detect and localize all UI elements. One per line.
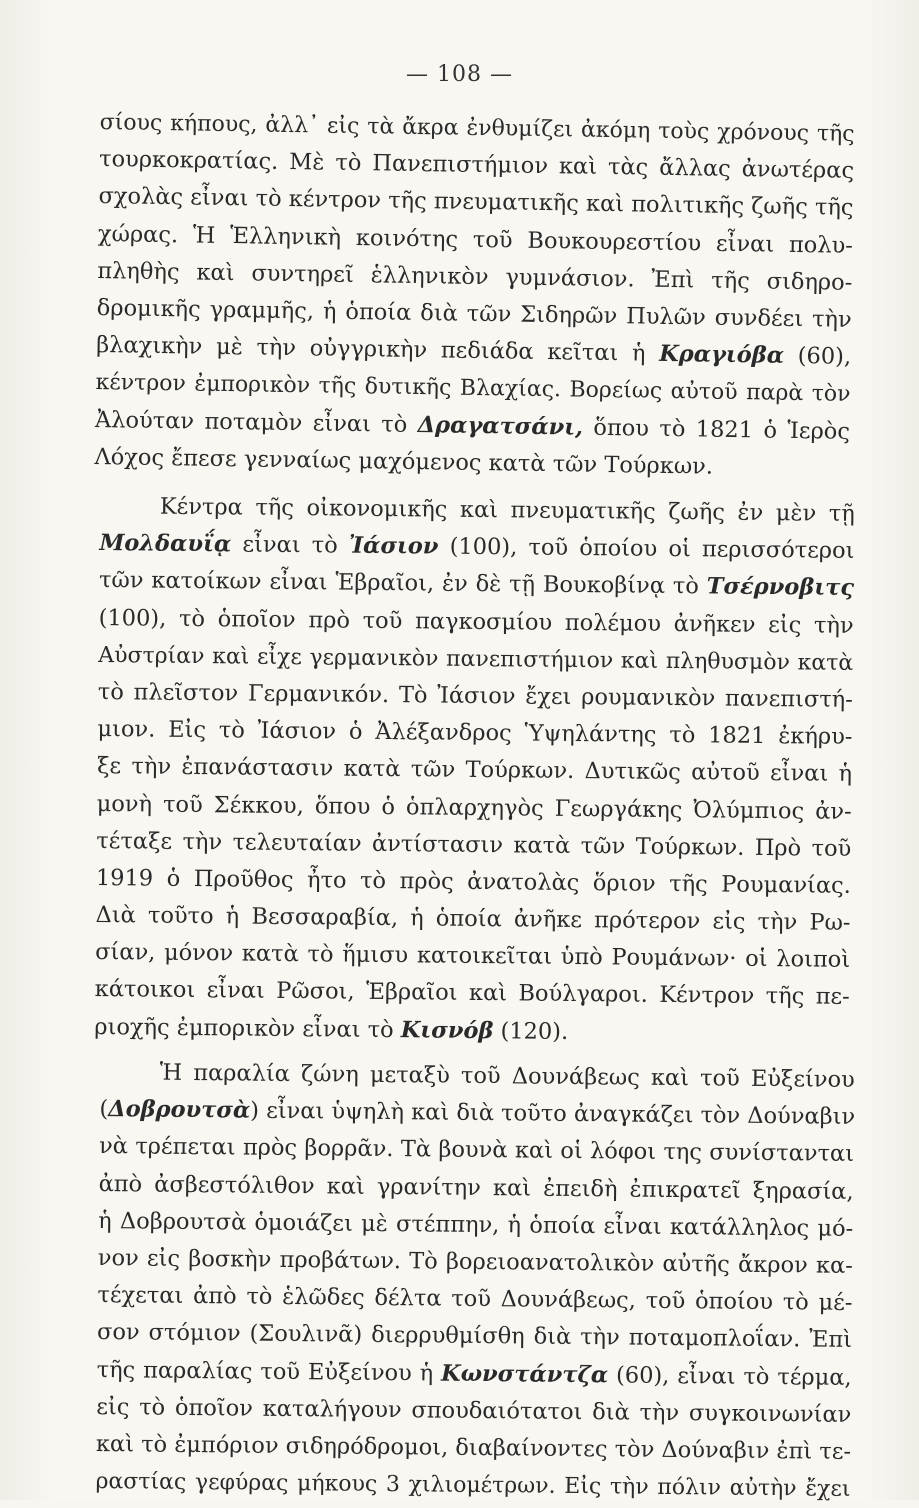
paragraph: [94, 488, 855, 1054]
text-line: σίαν, μόνον κατὰ τὸ ἥμισυ κατοικεῖται ὑπὸ Ρουμάνων· οἱ λοιποὶ: [95, 939, 851, 974]
text-segment: (120).: [493, 1017, 569, 1045]
text-line: μιον. Εἰς τὸ Ἰάσιον ὁ Ἀλέξανδρος Ὑψηλάντης τὸ 1821 ἐκήρυ-: [97, 715, 853, 750]
text-line: 1919 ὁ Προῦθος ἦτο τὸ πρὸς ἀνατολὰς ὅριον τῆς Ρουμανίας.: [95, 864, 852, 899]
text-line: νὰ τρέπεται πρὸς βορρᾶν. Τὰ βουνὰ καὶ οἱ λόφοι της συνίστανται: [98, 1133, 855, 1167]
text-segment: ριοχῆς ἐμπορικὸν εἶναι τὸ: [94, 1013, 401, 1043]
text-line: ραστίας γεφύρας μήκους 3 χιλιομέτρων. Εἰς τὴν πόλιν αὐτὴν ἔχει: [95, 1468, 851, 1502]
text-line: σχολὰς εἶναι τὸ κέντρον τῆς πνευματικῆς καὶ πολιτικῆς ζωῆς τῆς: [98, 183, 854, 222]
place-name-bold: Κισνόβ: [400, 1016, 494, 1044]
paragraph: [94, 104, 855, 488]
text-line: σον στόμιον (Σουλινᾶ) διερρυθμίσθη διὰ τὴν ποταμοπλοΐαν. Ἐπὶ: [96, 1318, 853, 1353]
text-line: ἀπὸ ἀσβεστόλιθον καὶ γρανίτην καὶ ἐπειδὴ ἐπικρατεῖ ξηρασία,: [98, 1170, 854, 1205]
text-line: ἡ Δοβρουτσὰ ὁμοιάζει μὲ στέππην, ἡ ὁποία εἶναι κατάλληλος μό-: [98, 1207, 854, 1242]
text-line: τουρκοκρατίας. Μὲ τὸ Πανεπιστήμιον καὶ τὰς ἄλλας ἀνωτέρας: [98, 146, 855, 185]
place-name-bold: Δραγατσάνι,: [417, 411, 584, 441]
text-line: δρομικῆς γραμμῆς, ἡ ὁποία διὰ τῶν Σιδηρῶν Πυλῶν συνδέει τὴν: [96, 294, 852, 333]
text-segment: τῶν κατοίκων εἶναι Ἑβραῖοι, ἐν δὲ τῇ Βουκοβίνᾳ τὸ: [98, 567, 707, 600]
text-line: σίους κήπους, ἀλλ᾽ εἰς τὰ ἄκρα ἐνθυμίζει ἀκόμη τοὺς χρόνους τῆς: [99, 109, 855, 147]
text-line: Αὐστρίαν καὶ εἶχε γερμανικὸν πανεπιστήμιον καὶ πληθυσμὸν κατὰ: [98, 642, 854, 676]
text-segment: εἶναι τὸ: [231, 531, 350, 559]
text-line: πληθὴς καὶ συντηρεῖ ἑλληνικὸν γυμνάσιον. Ἐπὶ τῆς σιδηρο-: [97, 257, 853, 296]
text-line: Κέντρα τῆς οἰκονομικῆς καὶ πνευματικῆς ζωῆς ἐν μὲν τῇ: [159, 493, 855, 527]
place-name-bold: Κραγιόβα: [659, 340, 785, 369]
text-segment: (: [99, 1095, 109, 1122]
text-segment: βλαχικὴν μὲ τὴν οὐγγρικὴν πεδιάδα κεῖται ἡ: [96, 332, 660, 367]
place-name-bold: Μολδαυΐᾳ: [99, 530, 232, 558]
text-line: εἰς τὸ ὁποῖον καταλήγουν σπουδαιότατοι διὰ τὴν συγκοινωνίαν: [96, 1393, 852, 1428]
text-segment: (100), τοῦ ὁποίου οἱ περισσότεροι: [438, 533, 855, 564]
text-segment: τῆς παραλίας τοῦ Εὐξείνου ἡ: [96, 1356, 442, 1386]
paragraph: [95, 1054, 855, 1508]
text-line: κέντρον ἐμπορικὸν τῆς δυτικῆς Βλαχίας. Βορείως αὐτοῦ παρὰ τὸν: [95, 370, 851, 408]
text-line: κάτοικοι εἶναι Ρῶσοι, Ἑβραῖοι καὶ Βούλγαροι. Κέντρον τῆς πε-: [94, 976, 850, 1011]
text-line: Διὰ τοῦτο ἡ Βεσσαραβία, ἡ ὁποία ἀνῆκε πρότερον εἰς τὴν Ρω-: [95, 901, 851, 936]
text-line: Λόχος ἔπεσε γενναίως μαχόμενος κατὰ τῶν Τούρκων.: [94, 443, 714, 480]
place-name-bold: Ἰάσιον: [348, 532, 439, 560]
text-line: ξε τὴν ἐπανάστασιν κατὰ τῶν Τούρκων. Δυτικῶς αὐτοῦ εἶναι ἡ: [96, 753, 853, 788]
text-segment: Ἀλούταν ποταμὸν εἶναι τὸ: [94, 406, 418, 438]
text-line: τέταξε τὴν τελευταίαν ἀντίστασιν κατὰ τῶν Τούρκων. Πρὸ τοῦ: [96, 827, 852, 862]
page-number: — 108 —: [406, 62, 513, 87]
text-segment: (60),: [783, 342, 852, 370]
text-line: μονὴ τοῦ Σέκκου, ὅπου ὁ ὁπλαρχηγὸς Γεωργάκης Ὀλύμπιος ἀν-: [96, 790, 852, 825]
page-text: [94, 104, 856, 1502]
text-line: τὸ πλεῖστον Γερμανικόν. Τὸ Ἰάσιον ἔχει ρουμανικὸν πανεπιστή-: [97, 678, 853, 713]
text-line: Ἡ παραλία ζώνη μεταξὺ τοῦ Δουνάβεως καὶ τοῦ Εὐξείνου: [159, 1059, 855, 1093]
place-name-bold: Τσέρνοβιτς: [706, 573, 855, 602]
place-name-bold: Κωνστάντζα: [440, 1359, 609, 1388]
place-name-bold: Δοβρουτσὰ: [108, 1095, 251, 1124]
text-line: χώρας. Ἡ Ἑλληνικὴ κοινότης τοῦ Βουκουρεστίου εἶναι πολυ-: [97, 220, 854, 259]
text-segment: ὅπου τὸ 1821 ὁ Ἱερὸς: [582, 414, 851, 445]
text-line: νον εἰς βοσκὴν προβάτων. Τὸ βορειοανατολικὸν αὐτῆς ἄκρον κα-: [97, 1244, 853, 1279]
text-segment: ) εἶναι ὑψηλὴ καὶ διὰ τοῦτο ἀναγκάζει τὸν Δούναβιν: [250, 1097, 856, 1130]
text-line: καὶ τὸ ἐμπόριον σιδηρόδρομοι, διαβαίνοντες τὸν Δούναβιν ἐπὶ τε-: [95, 1430, 852, 1465]
text-line: τέχεται ἀπὸ τὸ ἑλῶδες δέλτα τοῦ Δουνάβεως, τοῦ ὁποίου τὸ μέ-: [97, 1281, 853, 1316]
text-line: (100), τὸ ὁποῖον πρὸ τοῦ παγκοσμίου πολέμου ἀνῆκεν εἰς τὴν: [98, 604, 854, 639]
text-segment: (60), εἶναι τὸ τέρμα,: [608, 1361, 852, 1391]
